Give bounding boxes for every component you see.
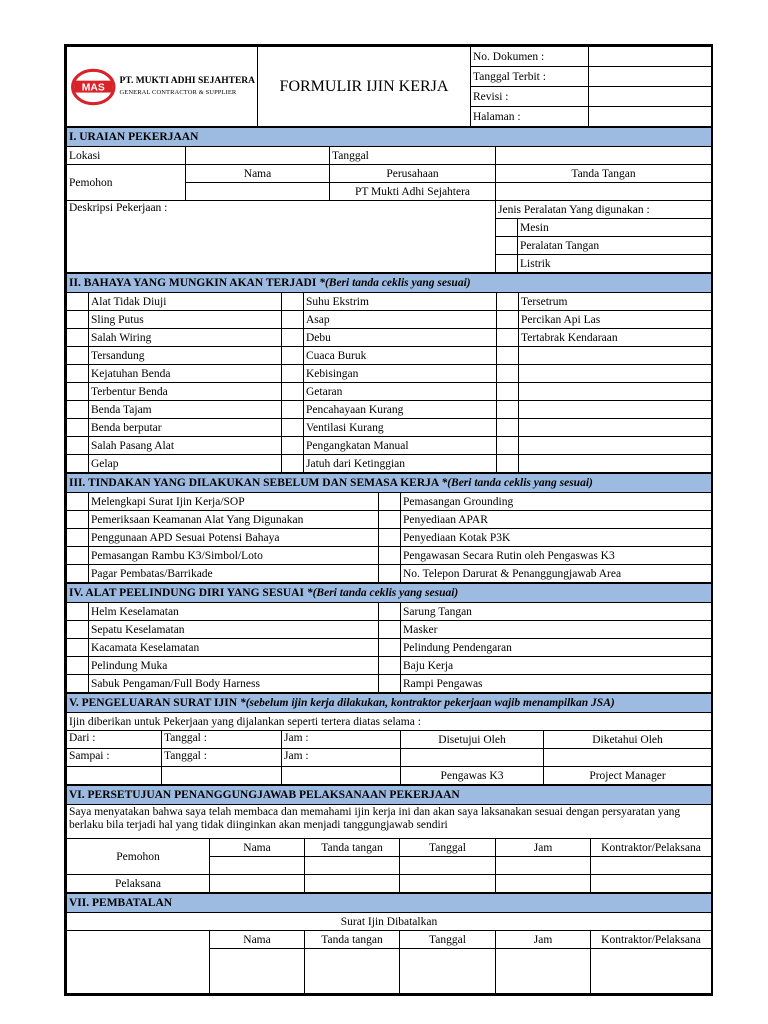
jenis-peralatan-label: Jenis Peralatan Yang digunakan : bbox=[496, 201, 712, 219]
pembatalan-kontraktor-field[interactable] bbox=[591, 949, 712, 994]
action-item: Penggunaan APD Sesuai Potensi Bahaya bbox=[89, 529, 379, 547]
hazard-item: Suhu Ekstrim bbox=[304, 293, 497, 311]
hazard-checkbox[interactable] bbox=[67, 329, 89, 347]
col-tanggal: Tanggal bbox=[400, 839, 496, 857]
action-item: Pemeriksaan Keamanan Alat Yang Digunakan bbox=[89, 511, 379, 529]
pembatalan-ttd-field[interactable] bbox=[305, 949, 400, 994]
revision-field[interactable] bbox=[589, 87, 712, 107]
pelaksana-nama-field[interactable] bbox=[210, 875, 305, 893]
hazard-item: Alat Tidak Diuji bbox=[89, 293, 282, 311]
pengawas-k3-label: Pengawas K3 bbox=[401, 767, 544, 785]
pemohon-nama-field[interactable] bbox=[186, 183, 330, 201]
section-note: *(sebelum ijin kerja dilakukan, kontraktor pekerjaan wajib menampilkan JSA) bbox=[239, 697, 615, 709]
doc-number-field[interactable] bbox=[589, 47, 712, 67]
revision-label: Revisi : bbox=[471, 87, 589, 107]
section-pembatalan bbox=[66, 893, 712, 994]
pemohon-label: Pemohon bbox=[67, 165, 186, 201]
hazard-checkbox[interactable] bbox=[282, 365, 304, 383]
section-title bbox=[67, 274, 712, 293]
pemohon-nama-field[interactable] bbox=[210, 857, 305, 875]
hazard-item bbox=[519, 437, 712, 455]
tanggal-label: Tanggal : bbox=[164, 732, 207, 744]
section-uraian-pekerjaan bbox=[66, 127, 712, 273]
hazard-item: Cuaca Buruk bbox=[304, 347, 497, 365]
sampai-tanggal-field[interactable] bbox=[162, 749, 282, 767]
ppe-item: Pelindung Muka bbox=[89, 657, 379, 675]
peralatan-item: Peralatan Tangan bbox=[518, 237, 712, 255]
sampai-label: Sampai : bbox=[69, 750, 110, 762]
hazard-checkbox[interactable] bbox=[67, 437, 89, 455]
hazard-item: Jatuh dari Ketinggian bbox=[304, 455, 497, 473]
hazard-item: Pencahayaan Kurang bbox=[304, 401, 497, 419]
tanda-tangan-header: Tanda Tangan bbox=[496, 165, 712, 183]
lokasi-field[interactable] bbox=[186, 147, 330, 165]
section-note: *(Beri tanda ceklis yang sesuai) bbox=[319, 277, 471, 289]
pembatalan-tanggal-field[interactable] bbox=[400, 949, 496, 994]
company-tagline: GENERAL CONTRACTOR & SUPPLIER bbox=[119, 88, 237, 96]
col-tanda-tangan: Tanda tangan bbox=[305, 839, 400, 857]
tanggal-field[interactable] bbox=[496, 147, 712, 165]
col-kontraktor: Kontraktor/Pelaksana bbox=[591, 839, 712, 857]
section-tindakan bbox=[66, 473, 712, 583]
logo-text: MAS bbox=[81, 82, 105, 94]
page-label: Halaman : bbox=[471, 107, 589, 127]
hazard-checkbox[interactable] bbox=[497, 455, 519, 473]
tanggal-label: Tanggal bbox=[330, 147, 496, 165]
col-tanggal: Tanggal bbox=[400, 931, 496, 949]
action-item: Pemasangan Rambu K3/Simbol/Loto bbox=[89, 547, 379, 565]
hazard-checkbox[interactable] bbox=[67, 401, 89, 419]
hazard-checkbox[interactable] bbox=[497, 383, 519, 401]
deskripsi-label: Deskripsi Pekerjaan : bbox=[69, 202, 168, 214]
pemohon-label: Pemohon bbox=[67, 839, 210, 875]
section-title bbox=[67, 694, 712, 713]
diketahui-signature-field[interactable] bbox=[544, 749, 712, 767]
action-item: Pemasangan Grounding bbox=[401, 493, 712, 511]
ppe-item: Sarung Tangan bbox=[401, 603, 712, 621]
action-checkbox[interactable] bbox=[379, 565, 401, 583]
hazard-item bbox=[519, 401, 712, 419]
action-item: Melengkapi Surat Ijin Kerja/SOP bbox=[89, 493, 379, 511]
action-checkbox[interactable] bbox=[67, 547, 89, 565]
ppe-item: Kacamata Keselamatan bbox=[89, 639, 379, 657]
disetujui-header: Disetujui Oleh bbox=[401, 731, 544, 749]
dari-field[interactable] bbox=[67, 731, 162, 749]
action-item: No. Telepon Darurat & Penanggungjawab Area bbox=[401, 565, 712, 583]
ppe-checkbox[interactable] bbox=[379, 639, 401, 657]
persetujuan-statement: Saya menyatakan bahwa saya telah membaca dan memahami ijin kerja ini dan akan saya laksanakan sesuai dengan persyaratan yang berlaku bila terjadi hal yang tidak diinginkan akan menjadi tanggungjawab sendiri bbox=[67, 805, 712, 839]
section-pengeluaran-surat-ijin bbox=[66, 693, 712, 785]
hazard-checkbox[interactable] bbox=[282, 329, 304, 347]
pelaksana-kontraktor-field[interactable] bbox=[591, 875, 712, 893]
jam-label: Jam : bbox=[284, 732, 309, 744]
hazard-item: Sling Putus bbox=[89, 311, 282, 329]
hazard-item: Tertabrak Kendaraan bbox=[519, 329, 712, 347]
ppe-item: Rampi Pengawas bbox=[401, 675, 712, 693]
hazard-checkbox[interactable] bbox=[67, 293, 89, 311]
action-checkbox[interactable] bbox=[67, 529, 89, 547]
sampai-field[interactable] bbox=[67, 749, 162, 767]
hazard-item bbox=[519, 419, 712, 437]
deskripsi-pekerjaan-field[interactable] bbox=[67, 201, 496, 273]
hazard-item: Pengangkatan Manual bbox=[304, 437, 497, 455]
ppe-item: Sepatu Keselamatan bbox=[89, 621, 379, 639]
hazard-checkbox[interactable] bbox=[497, 437, 519, 455]
pemohon-ttd-field[interactable] bbox=[305, 857, 400, 875]
section-persetujuan bbox=[66, 785, 712, 893]
page-field[interactable] bbox=[589, 107, 712, 127]
checkbox-mesin[interactable] bbox=[496, 219, 518, 237]
hazard-item bbox=[519, 365, 712, 383]
checkbox-peralatan-tangan[interactable] bbox=[496, 237, 518, 255]
jam-label: Jam : bbox=[284, 750, 309, 762]
hazard-item: Terbentur Benda bbox=[89, 383, 282, 401]
ppe-checkbox[interactable] bbox=[379, 621, 401, 639]
action-item: Penyediaan APAR bbox=[401, 511, 712, 529]
hazard-item bbox=[519, 455, 712, 473]
action-checkbox[interactable] bbox=[379, 529, 401, 547]
hazard-item: Kebisingan bbox=[304, 365, 497, 383]
hazard-item: Getaran bbox=[304, 383, 497, 401]
issue-date-label: Tanggal Terbit : bbox=[471, 67, 589, 87]
hazard-item: Ventilasi Kurang bbox=[304, 419, 497, 437]
section-note: *(Beri tanda ceklis yang sesuai) bbox=[441, 477, 593, 489]
hazard-checkbox[interactable] bbox=[282, 401, 304, 419]
col-nama: Nama bbox=[210, 839, 305, 857]
pelaksana-ttd-field[interactable] bbox=[305, 875, 400, 893]
hazard-checkbox[interactable] bbox=[67, 311, 89, 329]
pemohon-perusahaan-value: PT Mukti Adhi Sejahtera bbox=[330, 183, 496, 201]
section-title-text: V. PENGELUARAN SURAT IJIN bbox=[69, 697, 238, 709]
hazard-checkbox[interactable] bbox=[497, 365, 519, 383]
pembatalan-nama-field[interactable] bbox=[210, 949, 305, 994]
company-name-block bbox=[120, 76, 255, 98]
hazard-checkbox[interactable] bbox=[497, 401, 519, 419]
perusahaan-header: Perusahaan bbox=[330, 165, 496, 183]
pemohon-jam-field[interactable] bbox=[496, 857, 591, 875]
section-title-text: IV. ALAT PEELINDUNG DIRI YANG SESUAI bbox=[69, 587, 304, 599]
pembatalan-subtitle: Surat Ijin Dibatalkan bbox=[67, 913, 712, 931]
col-kontraktor: Kontraktor/Pelaksana bbox=[591, 931, 712, 949]
hazard-checkbox[interactable] bbox=[282, 455, 304, 473]
pemohon-tanggal-field[interactable] bbox=[400, 857, 496, 875]
hazard-checkbox[interactable] bbox=[497, 329, 519, 347]
section-title bbox=[67, 474, 712, 493]
section-title-text: II. BAHAYA YANG MUNGKIN AKAN TERJADI bbox=[69, 277, 317, 289]
action-checkbox[interactable] bbox=[379, 547, 401, 565]
action-checkbox[interactable] bbox=[67, 493, 89, 511]
project-manager-label: Project Manager bbox=[544, 767, 712, 785]
hazard-checkbox[interactable] bbox=[282, 383, 304, 401]
action-checkbox[interactable] bbox=[67, 511, 89, 529]
hazard-checkbox[interactable] bbox=[282, 437, 304, 455]
dari-tanggal-field[interactable] bbox=[162, 731, 282, 749]
dari-jam-field[interactable] bbox=[282, 731, 401, 749]
checkbox-listrik[interactable] bbox=[496, 255, 518, 273]
section-title bbox=[67, 584, 712, 603]
hazard-item bbox=[519, 383, 712, 401]
form-title: FORMULIR IJIN KERJA bbox=[258, 47, 471, 127]
doc-number-label: No. Dokumen : bbox=[471, 47, 589, 67]
action-item: Penyediaan Kotak P3K bbox=[401, 529, 712, 547]
permit-intro: Ijin diberikan untuk Pekerjaan yang dijalankan seperti tertera diatas selama : bbox=[67, 713, 712, 731]
dari-label: Dari : bbox=[69, 732, 96, 744]
pelaksana-label: Pelaksana bbox=[67, 875, 210, 893]
col-tanda-tangan: Tanda tangan bbox=[305, 931, 400, 949]
ppe-item: Pelindung Pendengaran bbox=[401, 639, 712, 657]
pemohon-signature-field[interactable] bbox=[496, 183, 712, 201]
ppe-item: Baju Kerja bbox=[401, 657, 712, 675]
ppe-checkbox[interactable] bbox=[379, 675, 401, 693]
action-checkbox[interactable] bbox=[379, 511, 401, 529]
action-item: Pengawasan Secara Rutin oleh Pengaswas K3 bbox=[401, 547, 712, 565]
logo-cell bbox=[67, 47, 258, 127]
hazard-checkbox[interactable] bbox=[67, 383, 89, 401]
section-bahaya bbox=[66, 273, 712, 473]
hazard-checkbox[interactable] bbox=[282, 311, 304, 329]
pemohon-kontraktor-field[interactable] bbox=[591, 857, 712, 875]
pembatalan-blank bbox=[67, 931, 210, 994]
action-checkbox[interactable] bbox=[379, 493, 401, 511]
hazard-checkbox[interactable] bbox=[497, 293, 519, 311]
peralatan-item: Listrik bbox=[518, 255, 712, 273]
ppe-checkbox[interactable] bbox=[67, 657, 89, 675]
hazard-checkbox[interactable] bbox=[67, 455, 89, 473]
hazard-item: Debu bbox=[304, 329, 497, 347]
hazard-checkbox[interactable] bbox=[497, 347, 519, 365]
hazard-item: Tersetrum bbox=[519, 293, 712, 311]
hazard-item: Gelap bbox=[89, 455, 282, 473]
hazard-item bbox=[519, 347, 712, 365]
col-jam: Jam bbox=[496, 839, 591, 857]
issue-date-field[interactable] bbox=[589, 67, 712, 87]
hazard-checkbox[interactable] bbox=[67, 419, 89, 437]
tanggal-label: Tanggal : bbox=[164, 750, 207, 762]
pembatalan-jam-field[interactable] bbox=[496, 949, 591, 994]
section-title: VII. PEMBATALAN bbox=[67, 894, 712, 913]
company-logo-icon bbox=[71, 64, 116, 110]
hazard-item: Kejatuhan Benda bbox=[89, 365, 282, 383]
diketahui-header: Diketahui Oleh bbox=[544, 731, 712, 749]
hazard-checkbox[interactable] bbox=[497, 311, 519, 329]
peralatan-item: Mesin bbox=[518, 219, 712, 237]
hazard-item: Salah Wiring bbox=[89, 329, 282, 347]
hazard-item: Salah Pasang Alat bbox=[89, 437, 282, 455]
hazard-item: Asap bbox=[304, 311, 497, 329]
ppe-checkbox[interactable] bbox=[67, 639, 89, 657]
lokasi-label: Lokasi bbox=[67, 147, 186, 165]
section-title: I. URAIAN PEKERJAAN bbox=[67, 128, 712, 147]
nama-header: Nama bbox=[186, 165, 330, 183]
hazard-item: Percikan Api Las bbox=[519, 311, 712, 329]
ppe-checkbox[interactable] bbox=[67, 621, 89, 639]
hazard-item: Benda berputar bbox=[89, 419, 282, 437]
permit-form bbox=[64, 44, 713, 996]
pelaksana-jam-field[interactable] bbox=[496, 875, 591, 893]
hazard-checkbox[interactable] bbox=[282, 419, 304, 437]
hazard-item: Tersandung bbox=[89, 347, 282, 365]
ppe-checkbox[interactable] bbox=[379, 603, 401, 621]
sampai-jam-field[interactable] bbox=[282, 749, 401, 767]
ppe-item: Helm Keselamatan bbox=[89, 603, 379, 621]
section-note: *(Beri tanda ceklis yang sesuai) bbox=[306, 587, 459, 599]
col-jam: Jam bbox=[496, 931, 591, 949]
hazard-checkbox[interactable] bbox=[282, 347, 304, 365]
disetujui-signature-field[interactable] bbox=[401, 749, 544, 767]
hazard-checkbox[interactable] bbox=[282, 293, 304, 311]
hazard-checkbox[interactable] bbox=[67, 365, 89, 383]
ppe-checkbox[interactable] bbox=[67, 675, 89, 693]
company-name: PT. MUKTI ADHI SEJAHTERA bbox=[119, 75, 255, 86]
action-item: Pagar Pembatas/Barrikade bbox=[89, 565, 379, 583]
hazard-item: Benda Tajam bbox=[89, 401, 282, 419]
section-title-text: III. TINDAKAN YANG DILAKUKAN SEBELUM DAN SEMASA KERJA bbox=[69, 477, 439, 489]
ppe-checkbox[interactable] bbox=[67, 603, 89, 621]
action-checkbox[interactable] bbox=[67, 565, 89, 583]
section-title: VI. PERSETUJUAN PENANGGUNGJAWAB PELAKSANAAN PEKERJAAN bbox=[67, 786, 712, 805]
pelaksana-tanggal-field[interactable] bbox=[400, 875, 496, 893]
section-apd bbox=[66, 583, 712, 693]
ppe-checkbox[interactable] bbox=[379, 657, 401, 675]
col-nama: Nama bbox=[210, 931, 305, 949]
hazard-checkbox[interactable] bbox=[67, 347, 89, 365]
form-header bbox=[66, 46, 712, 127]
ppe-item: Masker bbox=[401, 621, 712, 639]
ppe-item: Sabuk Pengaman/Full Body Harness bbox=[89, 675, 379, 693]
hazard-checkbox[interactable] bbox=[497, 419, 519, 437]
